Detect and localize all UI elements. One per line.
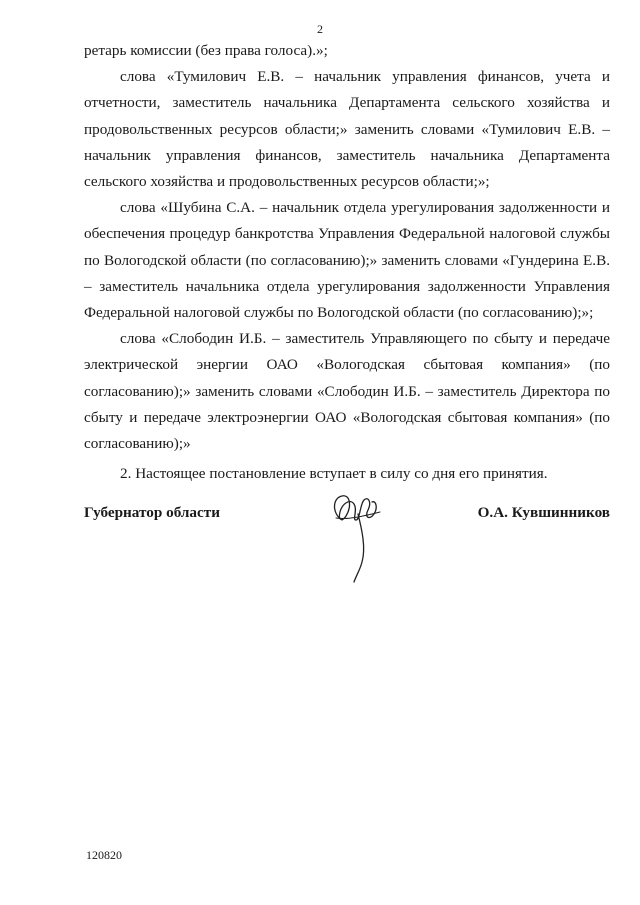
paragraph-clause-2: 2. Настоящее постановление вступает в силу со дня его принятия. — [120, 465, 548, 483]
signatory-title: Губернатор области — [84, 504, 220, 521]
paragraph-continuation: ретарь комиссии (без права голоса).»; — [84, 42, 328, 59]
signature-block — [84, 504, 610, 594]
signatory-name: О.А. Кувшинников — [477, 504, 610, 521]
page-number: 2 — [317, 22, 323, 36]
paragraph-shubina: слова «Шубина С.А. – начальник отдела урегулирования задолженности и обеспечения процедур банкротства Управления Федеральной налоговой службы по Вологодской области (по согласованию);» заменить словами «Гундерина Е.В. – заместитель начальника отдела урегулирования задолженности Управления Федеральной налоговой службы по Вологодской области (по согласованию);»; — [84, 199, 610, 322]
handwritten-signature — [328, 490, 388, 590]
document-code: 120820 — [86, 848, 122, 862]
paragraph-slobodin: слова «Слободин И.Б. – заместитель Управляющего по сбыту и передаче электрической энергии ОАО «Вологодская сбытовая компания» (по согласованию);» заменить словами «Слободин И.Б. – заместитель Директора по сбыту и передаче электроэнергии ОАО «Вологодская сбытовая компания» (по согласованию);» — [84, 330, 610, 453]
document-body — [84, 38, 610, 487]
paragraph-tumilovich: слова «Тумилович Е.В. – начальник управления финансов, учета и отчетности, заместитель начальника Департамента сельского хозяйства и продовольственных ресурсов области;» заменить словами «Тумилович Е.В. – начальник управления финансов, заместитель начальника Департамента сельского хозяйства и продовольственных ресурсов области;»; — [84, 68, 610, 191]
